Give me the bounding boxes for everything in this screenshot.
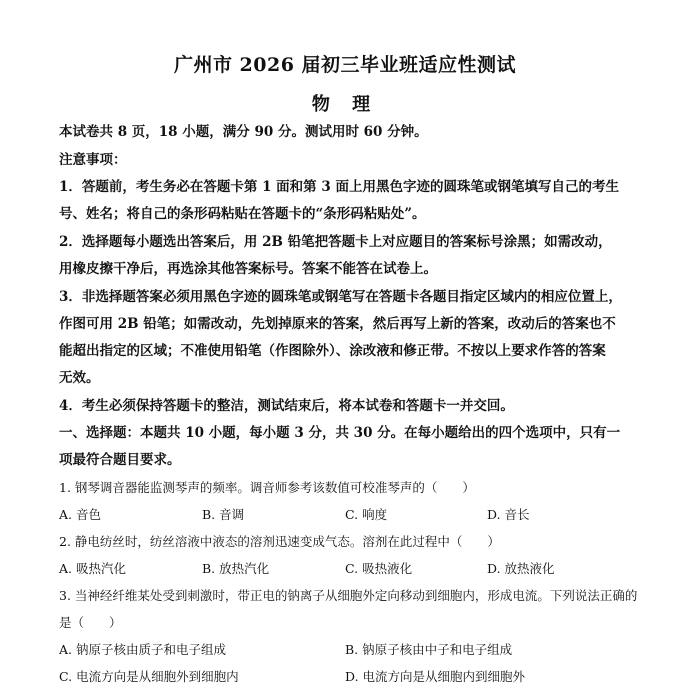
question-3-option-a: A. 钠原子核由质子和电子组成 — [59, 642, 226, 657]
note-2-line-2: 用橡皮擦干净后，再选涂其他答案标号。答案不能答在试卷上。 — [59, 261, 437, 277]
question-1-stem: 1. 钢琴调音器能监测琴声的频率。调音师参考该数值可校准琴声的（ ） — [59, 480, 475, 495]
question-3-stem-line-1: 3. 当神经纤维某处受到刺激时，带正电的钠离子从细胞外定向移动到细胞内，形成电流。下列说法正确的 — [59, 588, 638, 603]
question-3-option-c: C. 电流方向是从细胞外到细胞内 — [59, 669, 239, 684]
section-1-heading-line-2: 项最符合题目要求。 — [59, 452, 181, 468]
section-1-heading-line-1: 一、选择题：本题共 10 小题，每小题 3 分，共 30 分。在每小题给出的四个选项中，只有一 — [59, 425, 621, 441]
exam-summary: 本试卷共 8 页，18 小题，满分 90 分。测试用时 60 分钟。 — [59, 124, 428, 140]
note-2-line-1: 2．选择题每小题选出答案后，用 2B 铅笔把答题卡上对应题目的答案标号涂黑；如需改动， — [59, 234, 612, 250]
question-1-option-d: D. 音长 — [487, 507, 530, 522]
subject-title: 物 理 — [311, 94, 379, 115]
question-1-option-c: C. 响度 — [345, 507, 388, 522]
question-2-option-b: B. 放热汽化 — [202, 561, 270, 576]
note-3-line-4: 无效。 — [59, 370, 100, 386]
question-2-stem: 2. 静电纺丝时，纺丝溶液中液态的溶剂迅速变成气态。溶剂在此过程中（ ） — [59, 534, 500, 549]
question-1-option-b: B. 音调 — [202, 507, 245, 522]
note-3-line-2: 作图可用 2B 铅笔；如需改动，先划掉原来的答案，然后再写上新的答案，改动后的答案也不 — [59, 316, 616, 332]
question-1-option-a: A. 音色 — [59, 507, 101, 522]
note-1-line-2: 号、姓名；将自己的条形码粘贴在答题卡的“条形码粘贴处”。 — [59, 206, 426, 222]
question-2-option-c: C. 吸热液化 — [345, 561, 413, 576]
exam-title: 广州市 2026 届初三毕业班适应性测试 — [173, 54, 517, 76]
note-3-line-1: 3．非选择题答案必须用黑色字迹的圆珠笔或钢笔写在答题卡各题目指定区域内的相应位置上， — [59, 289, 622, 305]
note-1-line-1: 1．答题前，考生务必在答题卡第 1 面和第 3 面上用黑色字迹的圆珠笔或钢笔填写自己的考生 — [59, 179, 619, 195]
question-3-stem-line-2: 是（ ） — [59, 615, 122, 630]
question-2-option-d: D. 放热液化 — [487, 561, 555, 576]
notes-heading: 注意事项： — [59, 152, 127, 168]
question-3-option-d: D. 电流方向是从细胞内到细胞外 — [345, 669, 526, 684]
note-4-line-1: 4．考生必须保持答题卡的整洁，测试结束后，将本试卷和答题卡一并交回。 — [59, 398, 514, 414]
question-3-option-b: B. 钠原子核由中子和电子组成 — [345, 642, 513, 657]
question-2-option-a: A. 吸热汽化 — [59, 561, 126, 576]
note-3-line-3: 能超出指定的区域；不准使用铅笔（作图除外）、涂改液和修正带。不按以上要求作答的答案 — [59, 343, 606, 359]
